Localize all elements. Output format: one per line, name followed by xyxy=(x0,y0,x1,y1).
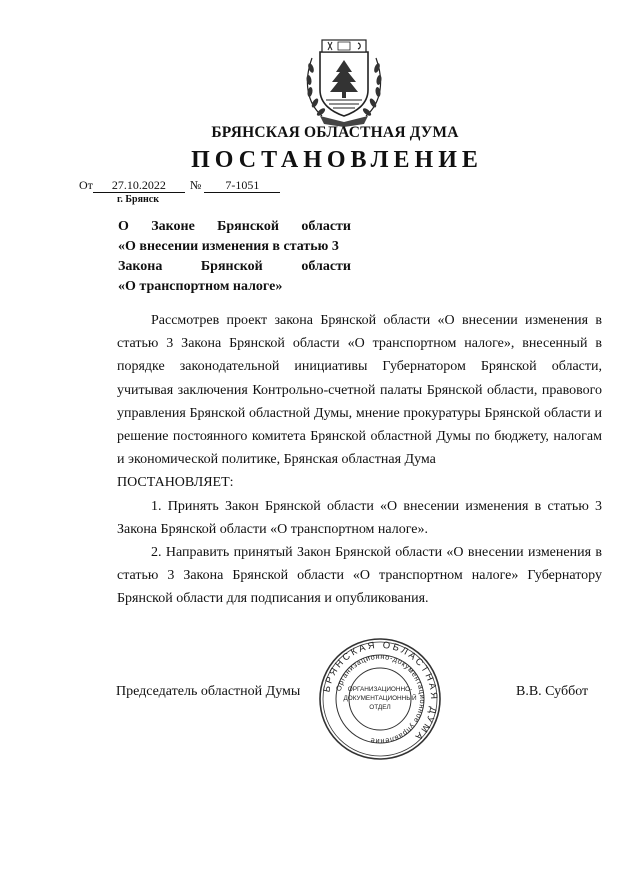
svg-text:ОРГАНИЗАЦИОННО-: ОРГАНИЗАЦИОННО- xyxy=(347,686,413,693)
resolution-item-1: 1. Принять Закон Брянской области «О внесении изменения в статью 3 Закона Брянской области «О транспортном налоге». xyxy=(117,498,602,537)
svg-text:Организационно-документационно: Организационно-документационное управление xyxy=(333,651,428,747)
svg-text:ДОКУМЕНТАЦИОННЫЙ: ДОКУМЕНТАЦИОННЫЙ xyxy=(343,695,417,702)
document-subject xyxy=(118,217,351,297)
resolves-heading: ПОСТАНОВЛЯЕТ: xyxy=(117,475,234,491)
document-type-title: ПОСТАНОВЛЕНИЕ xyxy=(191,147,483,173)
document-number: 7-1051 xyxy=(204,179,280,193)
signatory-name: В.В. Суббот xyxy=(516,684,589,699)
preamble-paragraph: Рассмотрев проект закона Брянской области «О внесении изменения в статью 3 Закона Брянской области «О транспортном налоге», внесенный в порядке законодательной инициативы Губернатором Брянской области, учитывая заключения Контрольно-счетной палаты Брянской области, правового управления Брянской областной Думы, мнение прокуратуры Брянской области и решение постоянного комитета Брянской областной Думы по бюджету, налогам и экономической политике, Брянская областная Дума xyxy=(117,313,602,468)
svg-text:ОТДЕЛ: ОТДЕЛ xyxy=(369,704,391,711)
number-prefix: № xyxy=(189,178,202,192)
date-prefix: От xyxy=(79,178,93,192)
document-date: 27.10.2022 xyxy=(93,179,185,193)
official-stamp xyxy=(316,637,444,761)
subject-line: «О внесении изменения в статью 3 xyxy=(118,239,339,254)
subject-line: О Законе Брянской области xyxy=(118,219,351,234)
subject-line: Закона Брянской области xyxy=(118,259,351,274)
subject-line: «О транспортном налоге» xyxy=(118,279,283,294)
svg-text:БРЯНСКАЯ ОБЛАСТНАЯ ДУМА: БРЯНСКАЯ ОБЛАСТНАЯ ДУМА xyxy=(321,639,440,744)
document-body xyxy=(117,309,602,611)
document-date-number xyxy=(79,178,280,193)
coat-of-arms-emblem xyxy=(302,28,386,128)
resolution-item-2: 2. Направить принятый Закон Брянской области «О внесении изменения в статью 3 Закона Брянской области «О транспортном налоге» Губернатору Брянской области для подписания и опубликования. xyxy=(117,545,602,607)
organization-name: БРЯНСКАЯ ОБЛАСТНАЯ ДУМА xyxy=(211,124,459,141)
signatory-position: Председатель областной Думы xyxy=(116,684,301,699)
document-city: г. Брянск xyxy=(117,194,159,205)
